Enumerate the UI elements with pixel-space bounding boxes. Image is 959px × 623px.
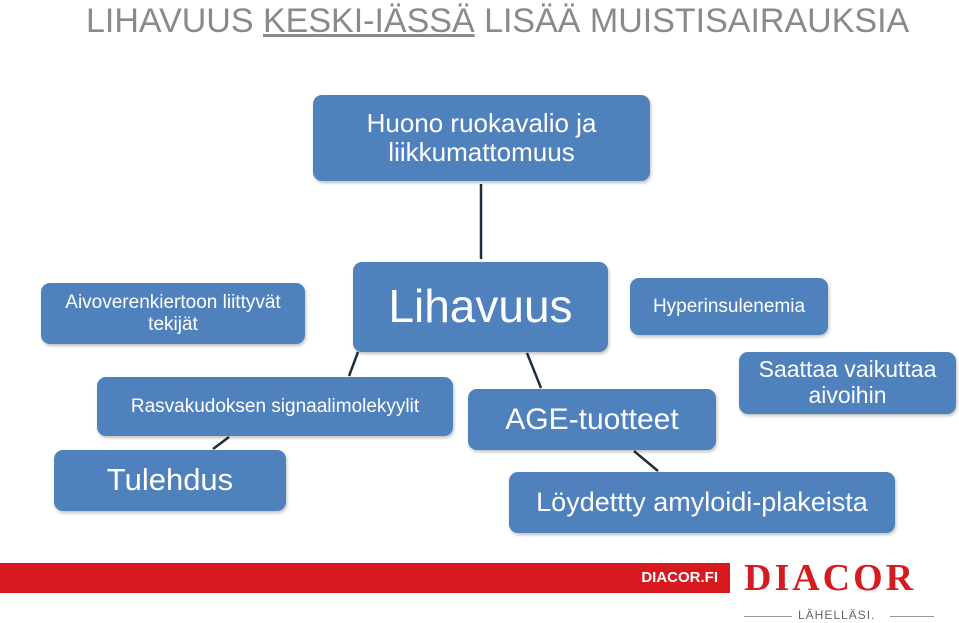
node-obesity bbox=[353, 262, 608, 352]
node-diet-label: Huono ruokavalio ja liikkumattomuus bbox=[366, 107, 597, 167]
node-hyperinsulinemia-label: Hyperinsulenemia bbox=[652, 295, 806, 317]
node-inflammation bbox=[54, 450, 286, 511]
node-age-products bbox=[468, 389, 716, 450]
node-diet-inactivity bbox=[313, 95, 650, 181]
node-inflammation-label: Tulehdus bbox=[106, 462, 234, 498]
connector-signal-inflammation bbox=[213, 437, 229, 449]
footer-bar bbox=[0, 563, 730, 593]
node-obesity-label: Lihavuus bbox=[388, 280, 573, 333]
node-brain-label: Saattaa vaikuttaa aivoihin bbox=[758, 356, 937, 408]
logo-wordmark: DIACOR bbox=[744, 557, 917, 599]
connector-obesity-signal bbox=[349, 352, 358, 376]
node-brain-effect bbox=[739, 352, 956, 414]
logo-rule-right bbox=[890, 616, 934, 617]
title-part-1: LIHAVUUS bbox=[86, 2, 263, 40]
connector-obesity-age bbox=[527, 353, 541, 388]
node-circulation-factors bbox=[41, 283, 305, 344]
node-hyperinsulinemia bbox=[630, 278, 828, 335]
footer-url-link[interactable]: DIACOR.FI bbox=[641, 569, 718, 586]
node-circulation-label: Aivoverenkiertoon liittyvät tekijät bbox=[65, 292, 281, 335]
node-signal-molecules bbox=[97, 377, 453, 436]
node-signal-label: Rasvakudoksen signaalimolekyylit bbox=[130, 395, 420, 417]
node-age-label: AGE-tuotteet bbox=[505, 402, 679, 436]
logo-tagline: LÄHELLÄSI. bbox=[798, 608, 876, 622]
diacor-logo bbox=[744, 556, 944, 622]
title-part-underlined: KESKI-IÄSSÄ bbox=[262, 2, 475, 40]
connector-age-amyloid bbox=[634, 451, 658, 471]
logo-rule-left bbox=[744, 616, 792, 617]
node-amyloid-label: Löydettty amyloidi-plakeista bbox=[536, 487, 868, 518]
title-part-3: LISÄÄ MUISTISAIRAUKSIA bbox=[474, 2, 910, 40]
node-amyloid bbox=[509, 472, 895, 533]
